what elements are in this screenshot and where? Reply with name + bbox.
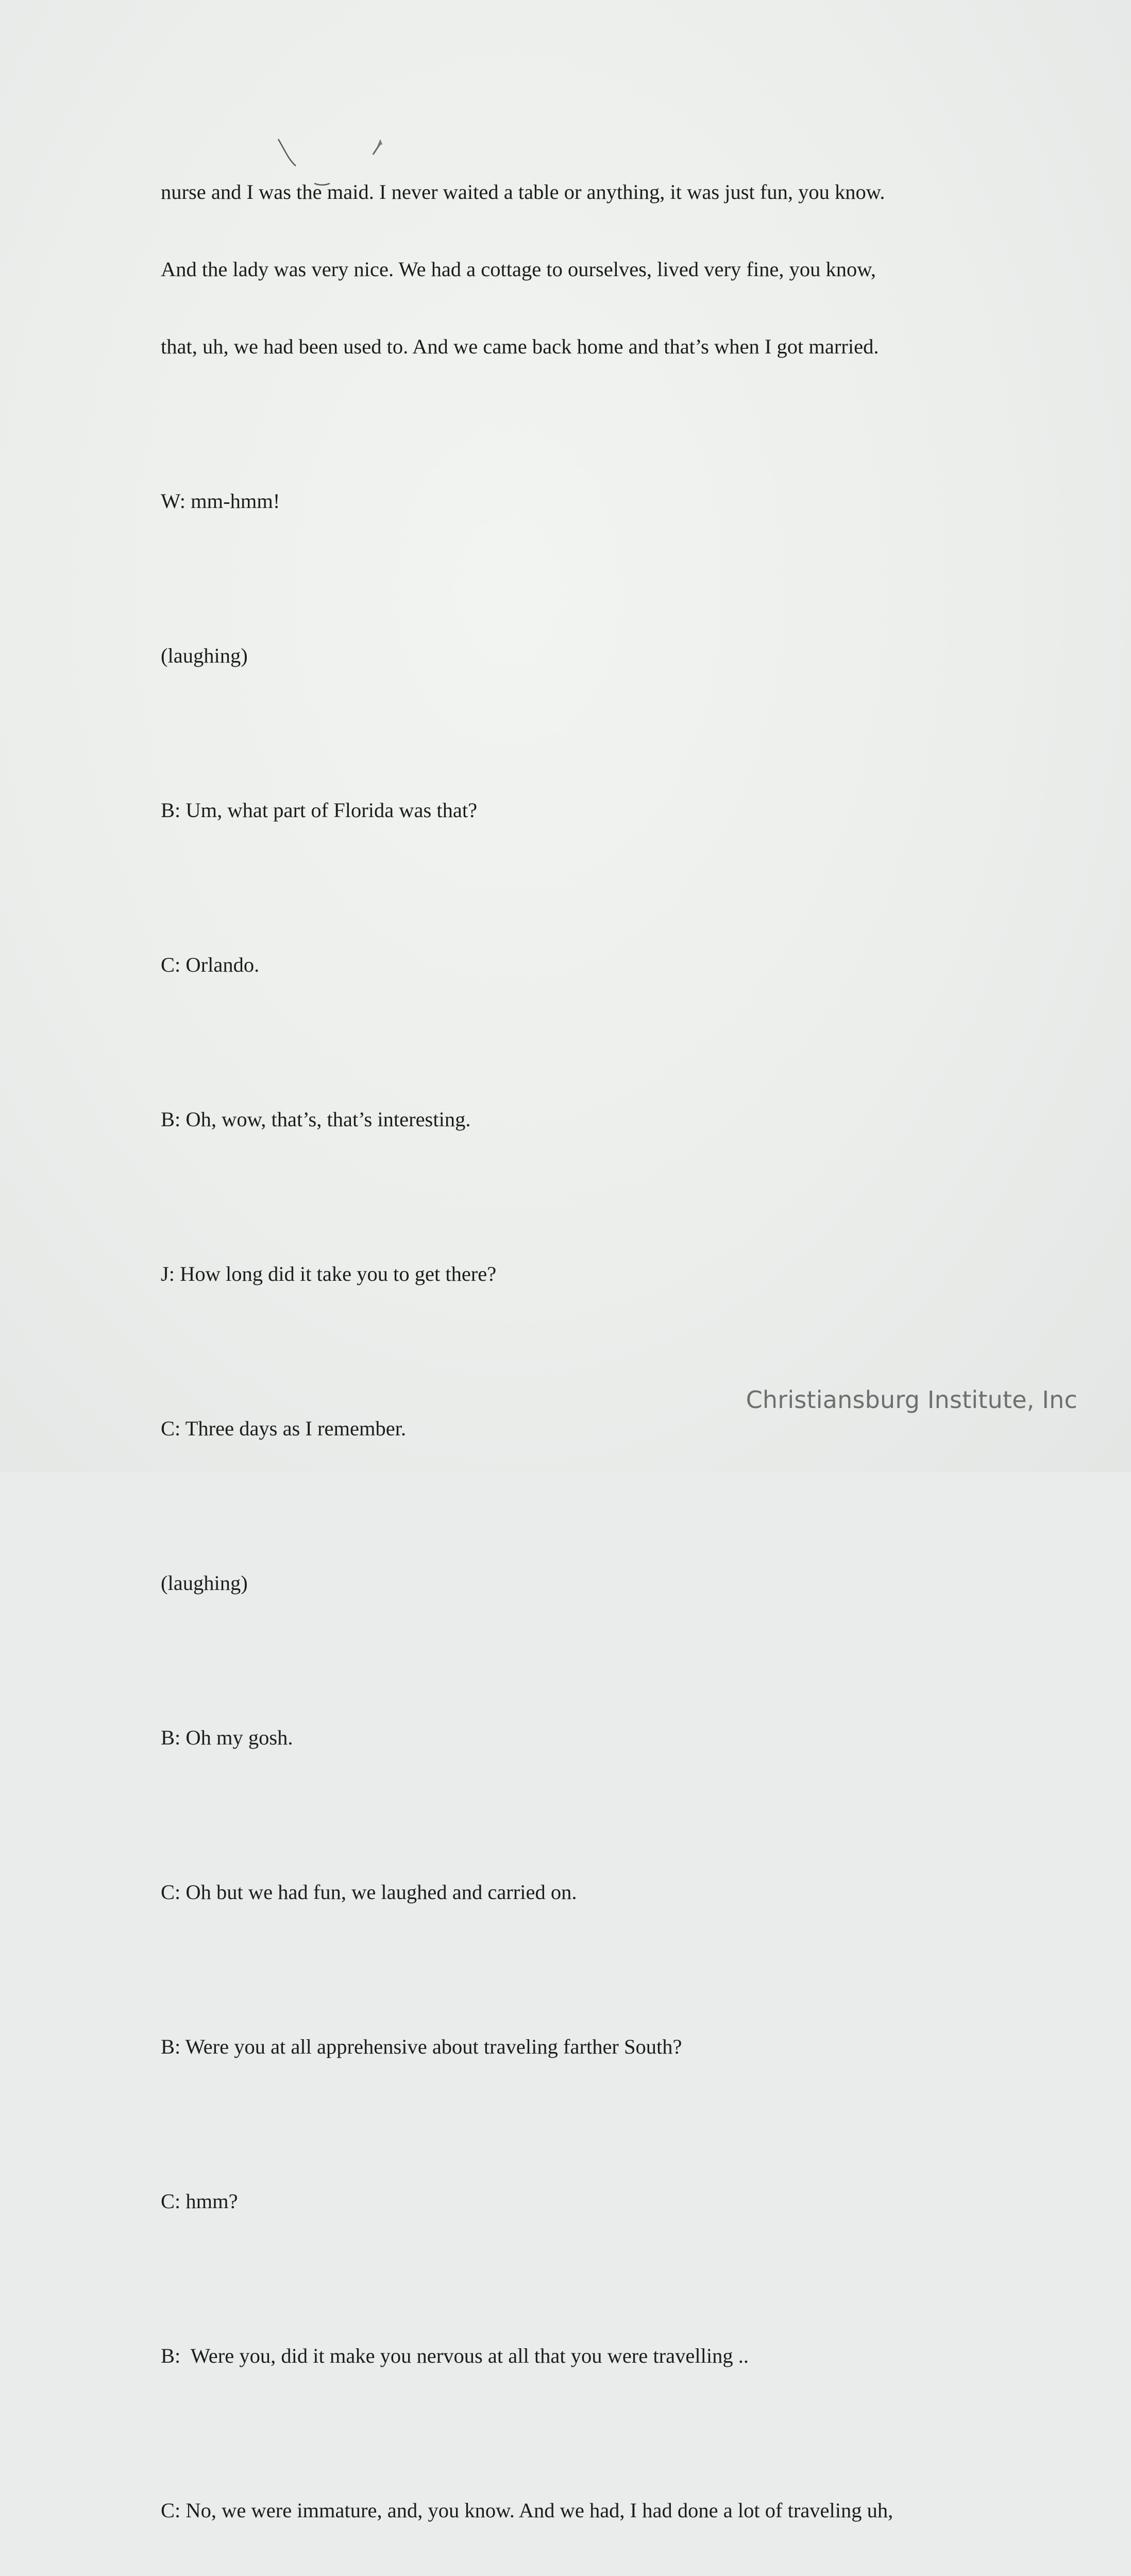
- transcript-line: And the lady was very nice. We had a cottage to ourselves, lived very fine, you know,: [161, 258, 876, 281]
- transcript-paragraph: [161, 1519, 965, 1648]
- transcript-line: that, uh, we had been used to. And we came back home and that’s when I got married.: [161, 335, 879, 358]
- transcript-line: (laughing): [161, 1571, 248, 1595]
- transcript-paragraph: [161, 2137, 965, 2266]
- transcript-paragraph: [161, 1673, 965, 1802]
- transcript-line: B: Oh my gosh.: [161, 1726, 293, 1749]
- transcript-paragraph: [161, 1210, 965, 1338]
- transcript-paragraph: [161, 437, 965, 566]
- transcript-paragraph: [161, 1364, 965, 1493]
- transcript-paragraph: [161, 901, 965, 1029]
- transcript-paragraph: [161, 746, 965, 875]
- transcript-line: C: Oh but we had fun, we laughed and carried on.: [161, 1880, 577, 1904]
- transcript-line: C: Three days as I remember.: [161, 1417, 407, 1440]
- transcript-line: B: Oh, wow, that’s, that’s interesting.: [161, 1108, 471, 1131]
- transcript-line: W: mm-hmm!: [161, 489, 280, 513]
- transcript-line: B: Were you, did it make you nervous at all that you were travelling ..: [161, 2344, 749, 2367]
- transcript-line: nurse and I was the maid. I never waited a table or anything, it was just fun, you know.: [161, 180, 885, 204]
- transcript-line: B: Were you at all apprehensive about traveling farther South?: [161, 2035, 682, 2058]
- transcript-line: J: How long did it take you to get there?: [161, 1262, 497, 1285]
- transcript-paragraph: [161, 2292, 965, 2420]
- watermark: Christiansburg Institute, Inc: [746, 1386, 1077, 1414]
- transcript-line: C: Orlando.: [161, 953, 260, 976]
- transcript-body: [161, 128, 965, 2576]
- transcript-line: (laughing): [161, 644, 248, 667]
- transcript-paragraph: [161, 1828, 965, 1957]
- transcript-line: C: No, we were immature, and, you know. And we had, I had done a lot of traveling uh,: [161, 2499, 893, 2522]
- transcript-paragraph: [161, 1982, 965, 2111]
- transcript-paragraph: [161, 128, 965, 411]
- transcript-paragraph: [161, 2446, 965, 2576]
- transcript-line: B: Um, what part of Florida was that?: [161, 799, 478, 822]
- transcript-paragraph: [161, 1055, 965, 1184]
- transcript-paragraph: [161, 591, 965, 720]
- transcript-line: C: hmm?: [161, 2190, 238, 2213]
